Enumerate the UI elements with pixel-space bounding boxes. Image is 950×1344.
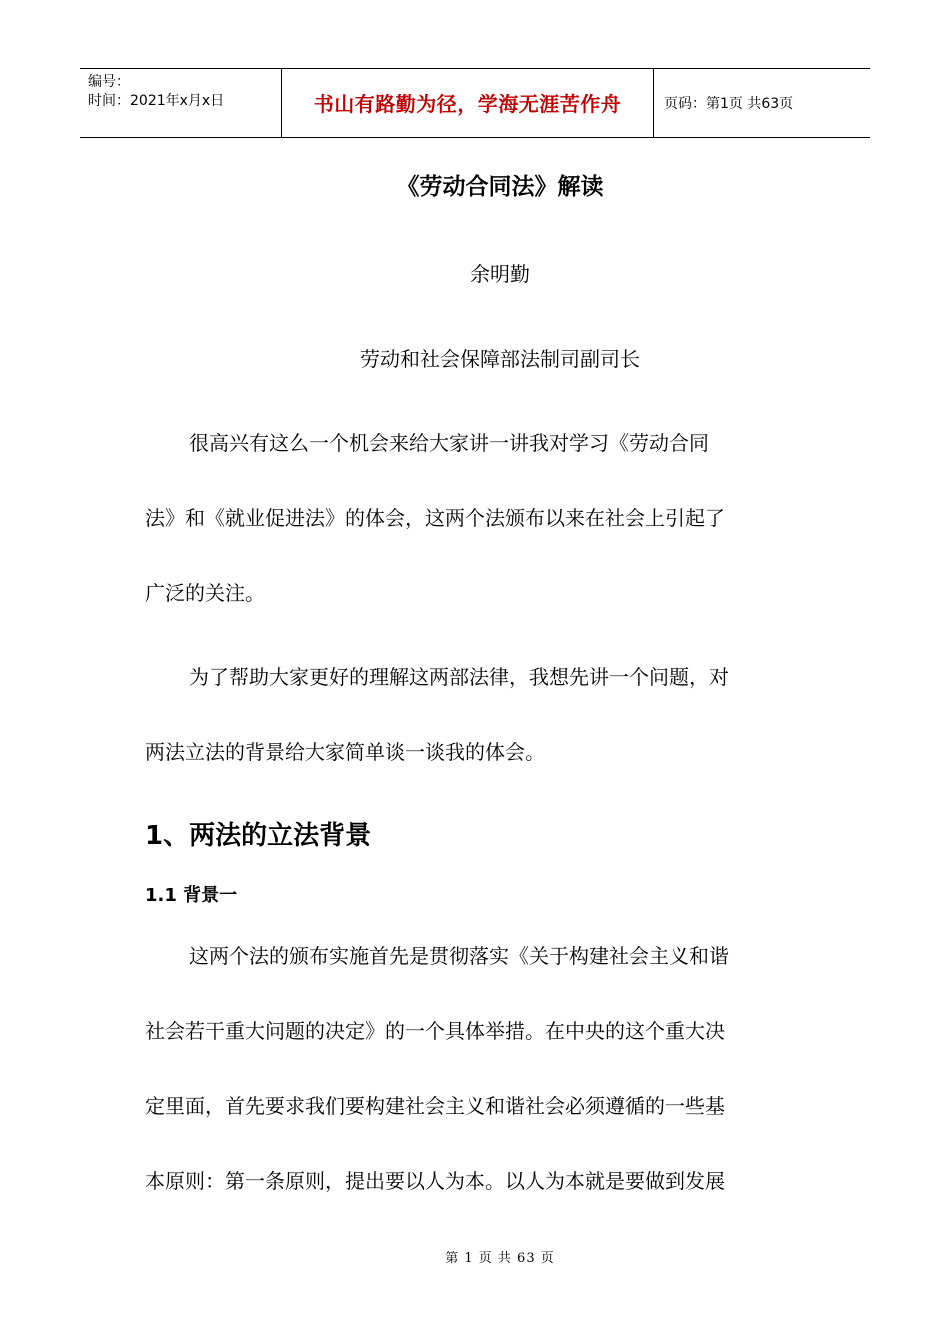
document-title: 《劳动合同法》解读 — [396, 174, 604, 200]
header-motto: 书山有路勤为径，学海无涯苦作舟 — [313, 91, 622, 116]
section-heading: 1、两法的立法背景 — [145, 821, 372, 851]
paragraph-line: 为了帮助大家更好的理解这两部法律，我想先讲一个问题，对 — [189, 665, 729, 689]
paragraph-line: 社会若干重大问题的决定》的一个具体举措。在中央的这个重大决 — [145, 1019, 725, 1043]
paragraph-line: 广泛的关注。 — [145, 581, 265, 605]
author-name: 余明勤 — [470, 262, 530, 286]
document-date-label: 时间：2021年x月x日 — [88, 93, 225, 109]
paragraph-line: 定里面，首先要求我们要构建社会主义和谐社会必须遵循的一些基 — [145, 1094, 725, 1118]
paragraph-line: 很高兴有这么一个机会来给大家讲一讲我对学习《劳动合同 — [189, 431, 709, 455]
header-table — [80, 68, 870, 138]
paragraph-line: 这两个法的颁布实施首先是贯彻落实《关于构建社会主义和谐 — [189, 944, 729, 968]
subsection-heading: 1.1 背景一 — [145, 885, 238, 906]
document-number-label: 编号： — [88, 74, 130, 90]
header-page-info: 页码：第1页 共63页 — [664, 96, 794, 112]
header-page-cell — [654, 69, 870, 137]
paragraph-line: 两法立法的背景给大家简单谈一谈我的体会。 — [145, 740, 545, 764]
header-meta-cell — [80, 69, 282, 137]
header-motto-cell — [282, 69, 654, 137]
page-footer: 第 1 页 共 63 页 — [445, 1251, 555, 1266]
paragraph-line: 本原则：第一条原则，提出要以人为本。以人为本就是要做到发展 — [145, 1169, 725, 1193]
paragraph-line: 法》和《就业促进法》的体会，这两个法颁布以来在社会上引起了 — [145, 506, 725, 530]
author-position: 劳动和社会保障部法制司副司长 — [360, 347, 640, 371]
